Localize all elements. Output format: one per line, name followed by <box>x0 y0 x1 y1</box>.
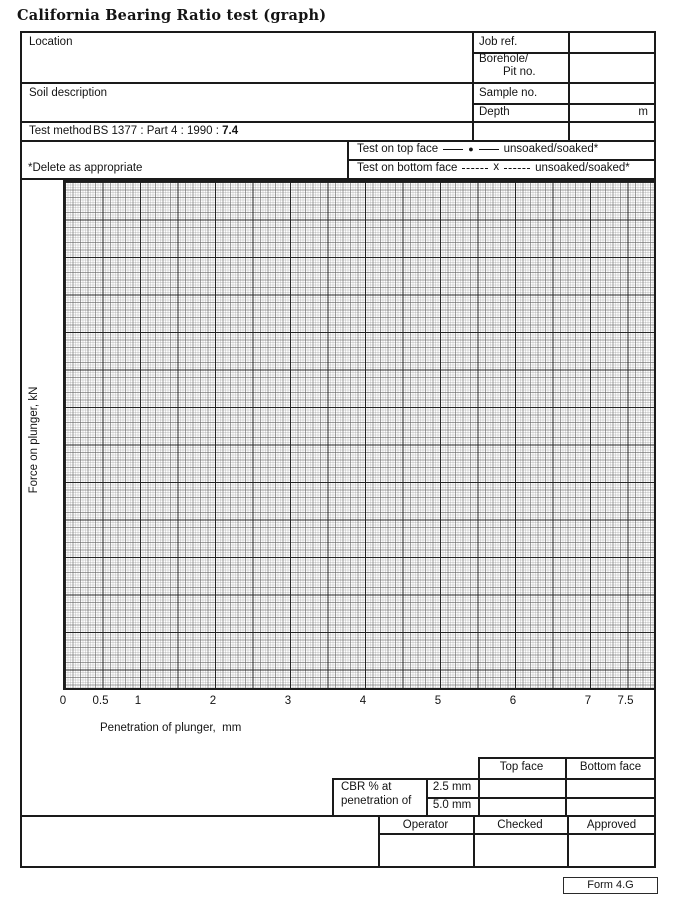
checked-header: Checked <box>497 819 543 831</box>
sample-no-label: Sample no. <box>479 87 538 99</box>
location-label: Location <box>29 36 73 48</box>
approved-header: Approved <box>586 819 637 831</box>
penetration-50mm-label: 5.0 mm <box>432 799 472 811</box>
rule-under-location <box>20 82 656 84</box>
x-tick-label: 0.5 <box>92 695 109 707</box>
cbr-label-line2: penetration of <box>341 795 412 807</box>
y-axis-label: Force on plunger, kN <box>28 386 40 494</box>
soil-description-field[interactable] <box>22 100 470 120</box>
sample-no-field[interactable] <box>570 84 654 101</box>
depth-field[interactable] <box>570 104 636 120</box>
rule-top-of-face-headers <box>478 757 656 759</box>
x-tick-label: 5 <box>434 695 442 707</box>
borehole-label-line1: Borehole/ <box>479 53 529 65</box>
filled-dot-marker-icon: ● <box>468 143 474 154</box>
operator-header: Operator <box>402 819 449 831</box>
bottom-face-header: Bottom face <box>579 761 642 773</box>
cbr-50-top-face-field[interactable] <box>480 798 564 814</box>
rule-under-test-method <box>20 140 656 142</box>
operator-signature-field[interactable] <box>380 835 471 866</box>
x-tick-label: 4 <box>359 695 367 707</box>
approved-signature-field[interactable] <box>569 835 654 866</box>
penetration-25mm-label: 2.5 mm <box>432 781 472 793</box>
divider-header-label-column <box>472 31 474 140</box>
job-ref-field[interactable] <box>570 33 654 51</box>
divider-cbr-box-left <box>332 778 334 815</box>
notes-field[interactable] <box>22 817 376 866</box>
graph-plot-area[interactable] <box>63 180 656 690</box>
test-method-value <box>93 125 238 137</box>
job-ref-label: Job ref. <box>479 36 518 48</box>
x-tick-label: 7 <box>584 695 592 707</box>
top-face-header: Top face <box>499 761 544 773</box>
soil-description-label: Soil description <box>29 87 107 99</box>
legend-bottom-face-soak-option: unsoaked/soaked* <box>535 162 630 174</box>
location-field[interactable] <box>22 42 470 80</box>
cbr-label-line1: CBR % at <box>341 781 392 793</box>
legend-top-face-soak-option: unsoaked/soaked* <box>503 143 599 155</box>
legend-top-face-label: Test on top face <box>357 143 439 155</box>
cbr-25-top-face-field[interactable] <box>480 779 564 796</box>
x-tick-label: 0 <box>59 695 67 707</box>
checked-signature-field[interactable] <box>475 835 565 866</box>
dashed-line-segment-icon <box>462 168 488 169</box>
depth-label: Depth <box>479 106 510 118</box>
test-method-value-prefix: BS 1377 : Part 4 : 1990 : <box>93 125 223 137</box>
legend-top-face <box>357 143 598 155</box>
x-tick-label: 6 <box>509 695 517 707</box>
rule-under-soil-description <box>20 121 656 123</box>
borehole-label-line2: Pit no. <box>503 66 536 78</box>
legend-bottom-face-label: Test on bottom face <box>357 162 458 174</box>
form-reference-badge: Form 4.G <box>563 877 658 894</box>
x-tick-label: 3 <box>284 695 292 707</box>
borehole-field[interactable] <box>570 54 654 80</box>
test-method-label: Test method <box>29 125 92 137</box>
depth-unit: m <box>638 106 648 118</box>
cbr-50-bottom-face-field[interactable] <box>567 798 654 814</box>
dashed-line-segment-icon <box>504 168 530 169</box>
page-title: California Bearing Ratio test (graph) <box>17 7 327 24</box>
test-method-clause: 7.4 <box>222 125 239 137</box>
rule-between-legend-rows <box>347 159 656 161</box>
legend-bottom-face <box>357 162 630 174</box>
x-tick-label: 2 <box>209 695 217 707</box>
delete-as-appropriate-note: *Delete as appropriate <box>28 162 143 174</box>
x-marker-icon: x <box>493 161 500 174</box>
x-axis-label: Penetration of plunger, mm <box>100 722 242 734</box>
solid-line-segment-icon <box>443 149 463 150</box>
x-tick-label: 7.5 <box>617 695 634 707</box>
divider-legend-box <box>347 140 349 178</box>
x-tick-label: 1 <box>134 695 142 707</box>
cbr-25-bottom-face-field[interactable] <box>567 779 654 796</box>
solid-line-segment-icon <box>479 149 499 150</box>
